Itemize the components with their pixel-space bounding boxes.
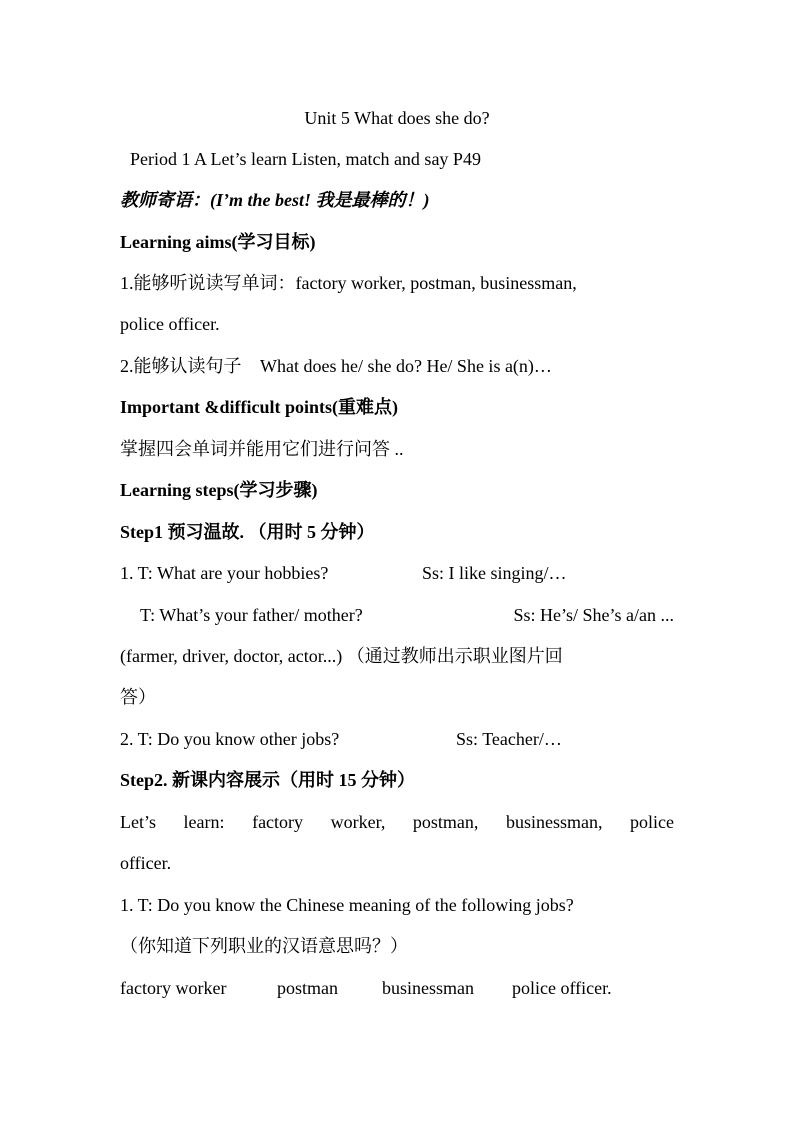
aim-item-2: [120, 346, 552, 387]
job-item: businessman: [382, 978, 474, 998]
word: postman,: [412, 812, 479, 832]
step1-question-2-cont2: 答）: [120, 687, 156, 707]
word: Let’s: [120, 812, 156, 832]
aims-heading: Learning aims(学习目标): [120, 232, 316, 252]
steps-heading: Learning steps(学习步骤): [120, 480, 318, 500]
job-item: postman: [277, 978, 338, 998]
step1-question-2-cont: (farmer, driver, doctor, actor...) （通过教师出示职业图片回: [120, 646, 563, 666]
page-title: Unit 5 What does she do?: [304, 108, 490, 128]
points-heading: Important &difficult points(重难点): [120, 397, 398, 417]
teacher-question: 2. T: Do you know other jobs?: [120, 729, 340, 749]
student-answer: Ss: Teacher/…: [456, 729, 562, 749]
step1-question-3: [120, 719, 562, 760]
aim-item-2-label: 2.能够认读句子: [120, 356, 242, 376]
step1-question-1: [120, 553, 567, 594]
step2-question-1-cn: （你知道下列职业的汉语意思吗？）: [120, 936, 408, 956]
lets-learn-line: [120, 802, 674, 843]
period-subtitle: Period 1 A Let’s learn Listen, match and say P49: [130, 149, 481, 169]
step1-question-2: [140, 595, 674, 636]
aim-item-1-cont: police officer.: [120, 314, 220, 334]
job-item: factory worker: [120, 978, 227, 998]
step2-heading: Step2. 新课内容展示（用时 15 分钟）: [120, 770, 416, 790]
word: police: [630, 812, 674, 832]
teacher-question: 1. T: What are your hobbies?: [120, 563, 329, 583]
lets-learn-cont: officer.: [120, 853, 172, 873]
word: worker,: [330, 812, 386, 832]
step2-question-1: 1. T: Do you know the Chinese meaning of the following jobs?: [120, 895, 574, 915]
points-text: 掌握四会单词并能用它们进行问答 ..: [120, 439, 404, 459]
step1-heading: Step1 预习温故. （用时 5 分钟）: [120, 522, 375, 542]
aim-item-2-sentence: What does he/ she do? He/ She is a(n)…: [260, 356, 552, 376]
job-item: police officer.: [512, 978, 612, 998]
teacher-question: T: What’s your father/ mother?: [140, 605, 363, 625]
aim-item-1: 1.能够听说读写单词：factory worker, postman, businessman,: [120, 273, 577, 293]
word: factory: [252, 812, 304, 832]
student-answer: Ss: I like singing/…: [422, 563, 567, 583]
teacher-motto: 教师寄语：(I’m the best! 我是最棒的！): [120, 190, 430, 210]
student-answer: Ss: He’s/ She’s a/an ...: [513, 605, 674, 625]
word: businessman,: [505, 812, 603, 832]
word: learn:: [183, 812, 225, 832]
